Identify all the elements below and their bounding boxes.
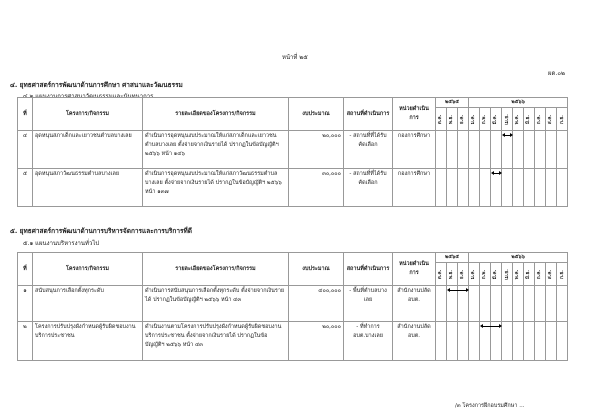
place: - สถานที่ที่ได้รับคัดเลือก xyxy=(344,169,393,207)
header-month: พ.ย. xyxy=(447,108,458,131)
table-row xyxy=(18,322,568,361)
budget: ๔๐๐,๐๐๐ xyxy=(289,286,344,322)
table-row xyxy=(18,286,568,322)
row-number: ๕ xyxy=(18,169,33,207)
month-cell xyxy=(502,131,513,169)
section-title: ๔. ยุทธศาสตร์การพัฒนาด้านการศึกษา ศาสนาและวัฒนธรรม xyxy=(10,81,183,89)
row-number: ๒ xyxy=(18,322,33,361)
header-month: ก.ย. xyxy=(557,108,568,131)
header-place: สถานที่ดำเนินการ xyxy=(344,253,393,286)
month-cell xyxy=(513,131,524,169)
header-month: พ.ค. xyxy=(513,263,524,286)
header-month: เม.ย. xyxy=(502,263,513,286)
month-cell xyxy=(535,131,546,169)
header-month: ก.พ. xyxy=(480,263,491,286)
month-cell xyxy=(524,322,535,361)
project-detail: ดำเนินงานตามโครงการปรับปรุงผังกำหนดผู้รับผิดชอบงานบริการประชาชน ตั้งจ่ายจากเงินรายได้ ปรากฏในข้อบัญญัติฯ ๒๕๖๖ หน้า ๔๓ xyxy=(143,322,289,361)
header-month: มี.ค. xyxy=(491,108,502,131)
header-place: สถานที่ดำเนินการ xyxy=(344,98,393,131)
header-month: ธ.ค. xyxy=(458,263,469,286)
month-cell xyxy=(546,169,557,207)
month-cell xyxy=(469,322,480,361)
month-cell xyxy=(557,322,568,361)
timeline-arrow xyxy=(504,135,511,136)
header-month: ต.ค. xyxy=(436,108,447,131)
header-month: ส.ค. xyxy=(546,108,557,131)
header-budget: งบประมาณ xyxy=(289,98,344,131)
month-cell xyxy=(469,131,480,169)
place: - สถานที่ที่ได้รับคัดเลือก xyxy=(344,131,393,169)
header-month: มิ.ย. xyxy=(524,263,535,286)
month-cell xyxy=(546,286,557,322)
timeline-arrow xyxy=(493,173,500,174)
responsible-unit: กองการศึกษา xyxy=(393,169,436,207)
header-unit: หน่วยดำเนินการ xyxy=(393,98,436,131)
header-month: ก.ค. xyxy=(535,108,546,131)
month-cell xyxy=(436,286,447,322)
row-number: ๔ xyxy=(18,131,33,169)
month-cell xyxy=(469,169,480,207)
header-no: ที่ xyxy=(18,98,33,131)
month-cell xyxy=(480,169,491,207)
month-cell xyxy=(458,286,469,322)
responsible-unit: สำนักงานปลัด อบต. xyxy=(393,322,436,361)
header-month: ม.ค. xyxy=(469,108,480,131)
section-title: ๕. ยุทธศาสตร์การพัฒนาด้านการบริหารจัดการและการบริการที่ดี xyxy=(10,227,192,235)
header-project: โครงการ/กิจกรรม xyxy=(33,253,143,286)
header-year-1: ๒๕๖๕ xyxy=(436,253,469,263)
header-detail: รายละเอียดของโครงการ/กิจกรรม xyxy=(143,253,289,286)
header-month: พ.ย. xyxy=(447,263,458,286)
header-month: มิ.ย. xyxy=(524,108,535,131)
month-cell xyxy=(458,131,469,169)
month-cell xyxy=(535,169,546,207)
month-cell xyxy=(557,131,568,169)
month-cell xyxy=(557,286,568,322)
header-month: ธ.ค. xyxy=(458,108,469,131)
month-cell xyxy=(480,322,491,361)
header-month: ก.ค. xyxy=(535,263,546,286)
month-cell xyxy=(480,286,491,322)
table-row xyxy=(18,131,568,169)
header-project: โครงการ/กิจกรรม xyxy=(33,98,143,131)
responsible-unit: กองการศึกษา xyxy=(393,131,436,169)
header-year-2: ๒๕๖๖ xyxy=(469,98,568,108)
month-cell xyxy=(436,322,447,361)
project-name: โครงการปรับปรุงผังกำหนดผู้รับผิดชอบงานบริการประชาชน xyxy=(33,322,143,361)
project-name: สนับสนุนการเลือกตั้งทุกระดับ xyxy=(33,286,143,322)
month-cell xyxy=(491,131,502,169)
month-cell xyxy=(458,169,469,207)
header-year-1: ๒๕๖๕ xyxy=(436,98,469,108)
header-no: ที่ xyxy=(18,253,33,286)
month-cell xyxy=(524,131,535,169)
header-detail: รายละเอียดของโครงการ/กิจกรรม xyxy=(143,98,289,131)
month-cell xyxy=(436,131,447,169)
month-cell xyxy=(513,322,524,361)
header-month: ต.ค. xyxy=(436,263,447,286)
place: - พื้นที่ตำบลบางเลย xyxy=(344,286,393,322)
header-unit: หน่วยดำเนินการ xyxy=(393,253,436,286)
project-name: อุดหนุนสภาวัฒนธรรมตำบลบางเลย xyxy=(33,169,143,207)
month-cell xyxy=(447,322,458,361)
month-cell xyxy=(502,286,513,322)
month-cell xyxy=(458,322,469,361)
month-cell xyxy=(557,169,568,207)
header-month: ก.พ. xyxy=(480,108,491,131)
month-cell xyxy=(491,169,502,207)
month-cell xyxy=(447,131,458,169)
plan-table xyxy=(17,97,568,207)
budget: ๓๐,๐๐๐ xyxy=(289,169,344,207)
project-detail: ดำเนินการอุดหนุนงบประมาณให้แก่สภาเด็กและเยาวชนตำบลบางเลย ตั้งจ่ายจากเงินรายได้ ปรากฏในข้อบัญญัติฯ ๒๕๖๖ หน้า ๑๔๖ xyxy=(143,131,289,169)
project-detail: ดำเนินการสนับสนุนการเลือกตั้งทุกระดับ ตั้งจ่ายจากเงินรายได้ ปรากฏในข้อบัญญัติฯ ๒๕๖๖ หน้า ๔๓ xyxy=(143,286,289,322)
header-month: มี.ค. xyxy=(491,263,502,286)
table-row xyxy=(18,169,568,207)
month-cell xyxy=(535,322,546,361)
project-name: อุดหนุนสภาเด็กและเยาวชนตำบลบางเลย xyxy=(33,131,143,169)
continuation-note: /๓ โครงการฝึกอบรมศึกษา ... xyxy=(455,403,525,409)
place: - ที่ทำการ อบต.บางเลย xyxy=(344,322,393,361)
row-number: ๑ xyxy=(18,286,33,322)
month-cell xyxy=(447,286,458,322)
month-cell xyxy=(480,131,491,169)
section-subtitle: ๕.๑ แผนงานบริหารงานทั่วไป xyxy=(23,240,100,247)
month-cell xyxy=(535,286,546,322)
header-month: เม.ย. xyxy=(502,108,513,131)
month-cell xyxy=(469,286,480,322)
month-cell xyxy=(513,286,524,322)
month-cell xyxy=(546,131,557,169)
month-cell xyxy=(491,322,502,361)
month-cell xyxy=(546,322,557,361)
project-detail: ดำเนินการอุดหนุนงบประมาณให้แก่สภาวัฒนธรรมตำบลบางเลย ตั้งจ่ายจากเงินรายได้ ปรากฏในข้อบัญญัติฯ ๒๕๖๖ หน้า ๑๓๗ xyxy=(143,169,289,207)
month-cell xyxy=(491,286,502,322)
page-number: หน้าที่ ๒๕ xyxy=(282,54,308,61)
budget: ๒๐,๐๐๐ xyxy=(289,131,344,169)
month-cell xyxy=(524,169,535,207)
header-month: พ.ค. xyxy=(513,108,524,131)
header-month: ส.ค. xyxy=(546,263,557,286)
header-month: ก.ย. xyxy=(557,263,568,286)
month-cell xyxy=(502,169,513,207)
month-cell xyxy=(513,169,524,207)
month-cell xyxy=(524,286,535,322)
month-cell xyxy=(436,169,447,207)
header-month: ม.ค. xyxy=(469,263,480,286)
budget: ๒๐,๐๐๐ xyxy=(289,322,344,361)
responsible-unit: สำนักงานปลัด อบต. xyxy=(393,286,436,322)
header-budget: งบประมาณ xyxy=(289,253,344,286)
month-cell xyxy=(502,322,513,361)
plan-table xyxy=(17,252,568,361)
section-subtitle: ๔.๒ แผนงานการศาสนาวัฒนธรรมและนันทนาการ xyxy=(23,93,154,100)
header-year-2: ๒๕๖๖ xyxy=(469,253,568,263)
month-cell xyxy=(447,169,458,207)
form-code: ผด.๐๒ xyxy=(548,70,565,77)
